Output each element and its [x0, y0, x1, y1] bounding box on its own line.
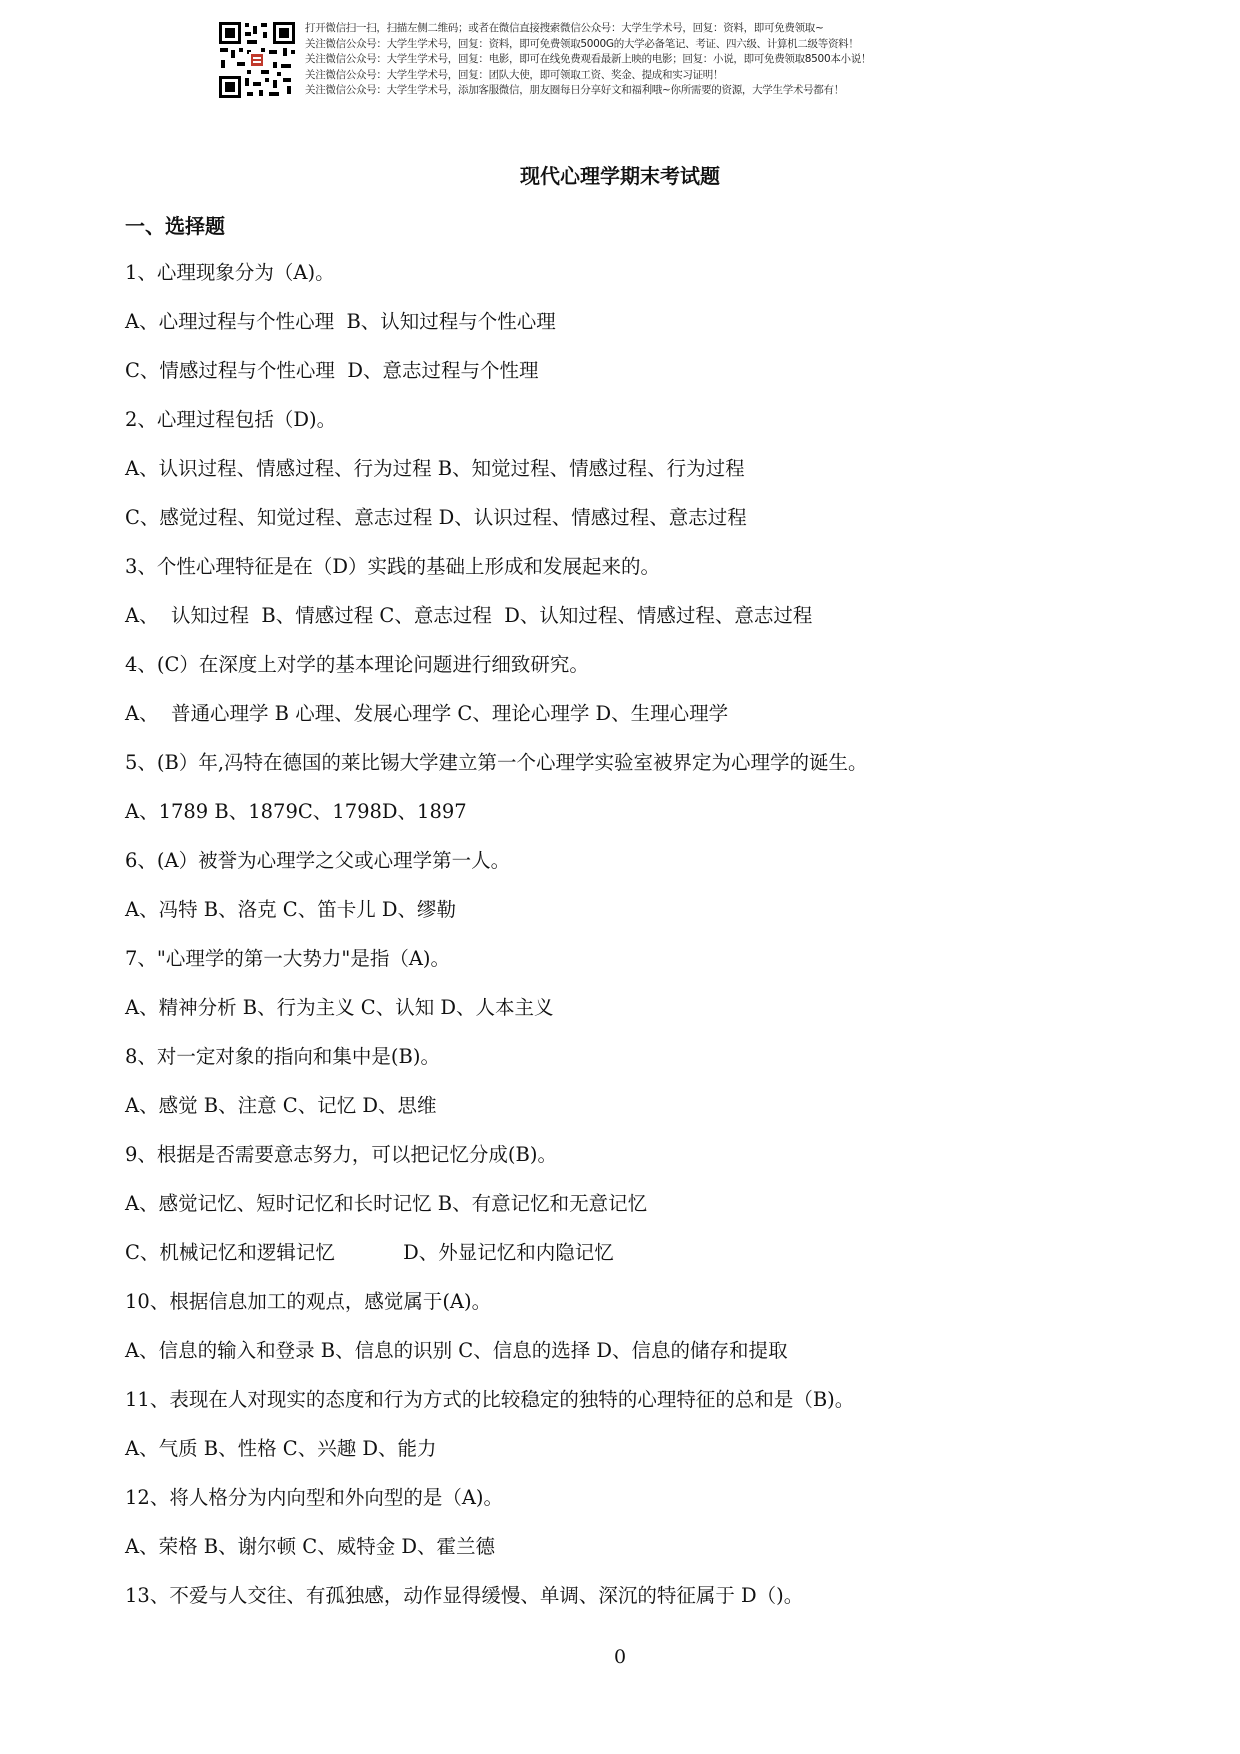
section-title: 一、选择题 [125, 214, 225, 238]
question-line: 3、个性心理特征是在（D）实践的基础上形成和发展起来的。 [125, 555, 661, 578]
option-line: A、精神分析 B、行为主义 C、认知 D、人本主义 [125, 996, 554, 1019]
question-line: 7、"心理学的第一大势力"是指（A)。 [125, 947, 451, 970]
question-line: 12、将人格分为内向型和外向型的是（A)。 [125, 1486, 504, 1509]
promo-line: 关注微信公众号：大学生学术号，添加客服微信，朋友圈每日分享好文和福利哦~你所需要的资源，大学生学术号都有！ [305, 84, 844, 97]
question-line: 1、心理现象分为（A)。 [125, 261, 335, 284]
option-line: A、1789 B、1879C、1798D、1897 [125, 800, 467, 823]
question-list [125, 258, 1125, 1630]
question-line: 10、根据信息加工的观点，感觉属于(A)。 [125, 1290, 492, 1313]
question-line: 8、对一定对象的指向和集中是(B)。 [125, 1045, 440, 1068]
option-line: A、感觉记忆、短时记忆和长时记忆 B、有意记忆和无意记忆 [125, 1192, 648, 1215]
option-line: A、感觉 B、注意 C、记忆 D、思维 [125, 1094, 437, 1117]
promo-text-block [305, 21, 985, 99]
promo-line: 打开微信扫一扫，扫描左侧二维码；或者在微信直接搜索微信公众号：大学生学术号，回复：资料，即可免费领取~ [305, 22, 824, 34]
promo-header [217, 20, 977, 102]
question-line: 4、(C）在深度上对学的基本理论问题进行细致研究。 [125, 653, 589, 676]
option-line: A、冯特 B、洛克 C、笛卡儿 D、缪勒 [125, 898, 457, 921]
page-title: 现代心理学期末考试题 [520, 164, 720, 188]
option-line: A、气质 B、性格 C、兴趣 D、能力 [125, 1437, 437, 1460]
option-line: A、心理过程与个性心理 B、认知过程与个性心理 [125, 310, 556, 333]
promo-line: 关注微信公众号：大学生学术号，回复：资料，即可免费领取5000G的大学必备笔记、考证、四六级、计算机二级等资料！ [305, 37, 859, 50]
question-line: 6、(A）被誉为心理学之父或心理学第一人。 [125, 849, 511, 872]
promo-line: 关注微信公众号：大学生学术号，回复：电影，即可在线免费观看最新上映的电影；回复：小说，即可免费领取8500本小说！ [305, 53, 872, 66]
question-line: 2、心理过程包括（D)。 [125, 408, 337, 431]
option-line: C、机械记忆和逻辑记忆 D、外显记忆和内隐记忆 [125, 1241, 614, 1264]
option-line: A、认识过程、情感过程、行为过程 B、知觉过程、情感过程、行为过程 [125, 457, 745, 480]
promo-line: 关注微信公众号：大学生学术号，回复：团队大使，即可领取工资、奖金、提成和实习证明！ [305, 68, 724, 81]
question-line: 11、表现在人对现实的态度和行为方式的比较稳定的独特的心理特征的总和是（B)。 [125, 1388, 855, 1411]
question-line: 9、根据是否需要意志努力，可以把记忆分成(B)。 [125, 1143, 557, 1166]
option-line: A、 认知过程 B、情感过程 C、意志过程 D、认知过程、情感过程、意志过程 [125, 604, 813, 627]
option-line: C、感觉过程、知觉过程、意志过程 D、认识过程、情感过程、意志过程 [125, 506, 747, 529]
option-line: A、 普通心理学 B 心理、发展心理学 C、理论心理学 D、生理心理学 [125, 702, 729, 725]
question-line: 13、不爱与人交往、有孤独感，动作显得缓慢、单调、深沉的特征属于 D（)。 [125, 1584, 804, 1607]
question-line: 5、(B）年,冯特在德国的莱比锡大学建立第一个心理学实验室被界定为心理学的诞生。 [125, 751, 868, 774]
option-line: C、情感过程与个性心理 D、意志过程与个性理 [125, 359, 539, 382]
option-line: A、信息的输入和登录 B、信息的识别 C、信息的选择 D、信息的储存和提取 [125, 1339, 788, 1362]
qr-code-icon [217, 20, 297, 100]
option-line: A、荣格 B、谢尔顿 C、威特金 D、霍兰德 [125, 1535, 496, 1558]
page-number: 0 [613, 1646, 627, 1668]
